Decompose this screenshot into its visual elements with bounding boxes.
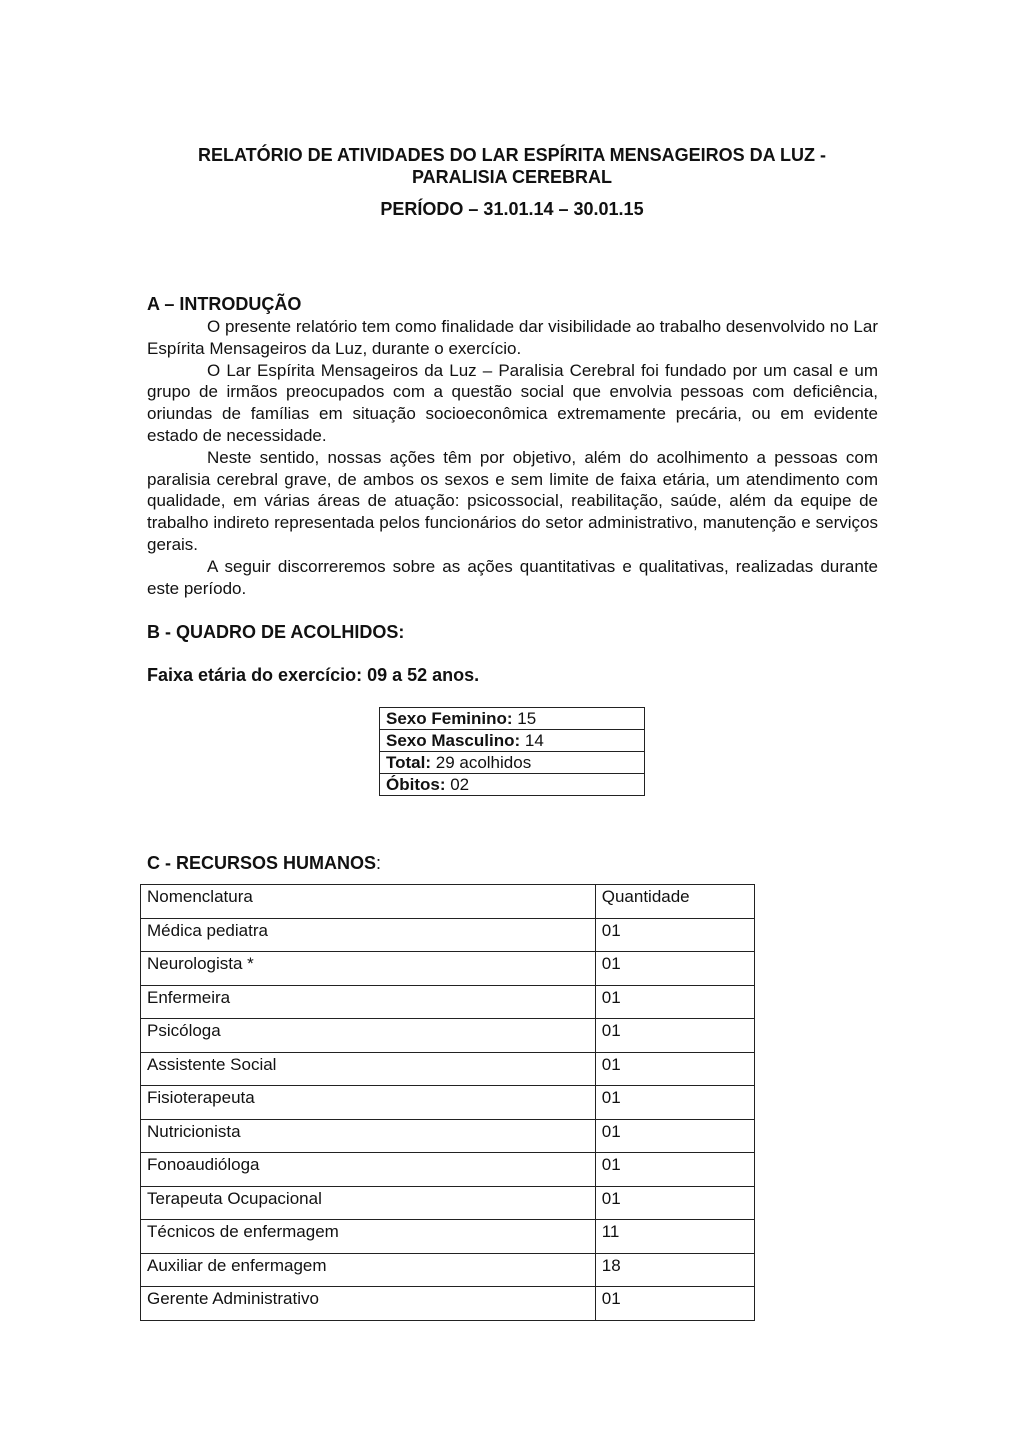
recursos-humanos-table (140, 884, 755, 1321)
quantity-cell: 01 (595, 1287, 754, 1321)
table-cell (380, 774, 645, 796)
quantity-cell: 01 (595, 1019, 754, 1053)
summary-label: Total: (386, 753, 432, 772)
role-cell: Fonoaudióloga (141, 1153, 596, 1187)
quantity-cell: 18 (595, 1253, 754, 1287)
summary-value: 02 (445, 775, 470, 794)
table-cell (380, 708, 645, 730)
table-row (380, 752, 645, 774)
table-row (380, 774, 645, 796)
age-range-text: Faixa etária do exercício: 09 a 52 anos. (147, 665, 480, 685)
rh-heading-text: C - RECURSOS HUMANOS (147, 853, 377, 873)
table-row (141, 1153, 755, 1187)
role-cell: Terapeuta Ocupacional (141, 1186, 596, 1220)
table-cell (380, 752, 645, 774)
role-cell: Enfermeira (141, 985, 596, 1019)
table-row (141, 1186, 755, 1220)
summary-value: 15 (512, 709, 537, 728)
report-period: PERÍODO – 31.01.14 – 30.01.15 (380, 199, 644, 219)
rh-heading-colon: : (376, 853, 382, 873)
table-row (141, 1019, 755, 1053)
report-title-line-2: PARALISIA CEREBRAL (411, 167, 612, 187)
intro-body (147, 316, 878, 599)
table-row (141, 918, 755, 952)
quantity-cell: 01 (595, 1153, 754, 1187)
role-cell: Médica pediatra (141, 918, 596, 952)
quantity-cell: 11 (595, 1220, 754, 1254)
column-header-quantidade: Quantidade (595, 885, 754, 919)
role-cell: Técnicos de enfermagem (141, 1220, 596, 1254)
role-cell: Neurologista * (141, 952, 596, 986)
summary-label: Sexo Masculino: (386, 731, 521, 750)
table-row (141, 1086, 755, 1120)
quantity-cell: 01 (595, 985, 754, 1019)
role-cell: Nutricionista (141, 1119, 596, 1153)
acolhidos-summary-table (379, 707, 645, 796)
summary-value: 14 (520, 731, 544, 750)
table-header-row (141, 885, 755, 919)
table-row (141, 1220, 755, 1254)
intro-paragraph: A seguir discorreremos sobre as ações quantitativas e qualitativas, realizadas durante este período. (147, 556, 878, 598)
quantity-cell: 01 (595, 1086, 754, 1120)
intro-paragraph: O Lar Espírita Mensageiros da Luz – Paralisia Cerebral foi fundado por um casal e um grupo de irmãos preocupados com a questão social que envolvia pessoas com deficiência, oriundas de famílias em situação socioeconômica extremamente precária, ou em evidente estado de necessidade. (147, 360, 878, 445)
column-header-nomenclatura: Nomenclatura (141, 885, 596, 919)
table-row (380, 730, 645, 752)
intro-paragraph: Neste sentido, nossas ações têm por objetivo, além do acolhimento a pessoas com paralisia cerebral grave, de ambos os sexos e sem limite de faixa etária, um atendimento com qualidade, em várias áreas de atuação: psicossocial, reabilitação, saúde, além da equipe de trabalho indireto representada pelos funcionários do setor administrativo, manutenção e serviços gerais. (147, 447, 878, 554)
table-row (141, 952, 755, 986)
table-row (141, 1052, 755, 1086)
role-cell: Psicóloga (141, 1019, 596, 1053)
summary-label: Óbitos: (386, 775, 446, 794)
quantity-cell: 01 (595, 1119, 754, 1153)
quantity-cell: 01 (595, 1052, 754, 1086)
quantity-cell: 01 (595, 918, 754, 952)
table-row (141, 1119, 755, 1153)
section-heading-acolhidos: B - QUADRO DE ACOLHIDOS: (147, 622, 405, 642)
quantity-cell: 01 (595, 952, 754, 986)
role-cell: Gerente Administrativo (141, 1287, 596, 1321)
summary-value: 29 acolhidos (431, 753, 532, 772)
section-heading-intro: A – INTRODUÇÃO (147, 294, 302, 314)
section-heading-rh (147, 852, 381, 874)
table-cell (380, 730, 645, 752)
role-cell: Auxiliar de enfermagem (141, 1253, 596, 1287)
intro-paragraph: O presente relatório tem como finalidade dar visibilidade ao trabalho desenvolvido no Lar Espírita Mensageiros da Luz, durante o exercício. (147, 317, 878, 358)
role-cell: Assistente Social (141, 1052, 596, 1086)
table-row (141, 985, 755, 1019)
table-row (141, 1253, 755, 1287)
role-cell: Fisioterapeuta (141, 1086, 596, 1120)
report-title-line-1: RELATÓRIO DE ATIVIDADES DO LAR ESPÍRITA MENSAGEIROS DA LUZ - (197, 145, 826, 165)
table-row (141, 1287, 755, 1321)
summary-label: Sexo Feminino: (386, 709, 513, 728)
quantity-cell: 01 (595, 1186, 754, 1220)
table-row (380, 708, 645, 730)
